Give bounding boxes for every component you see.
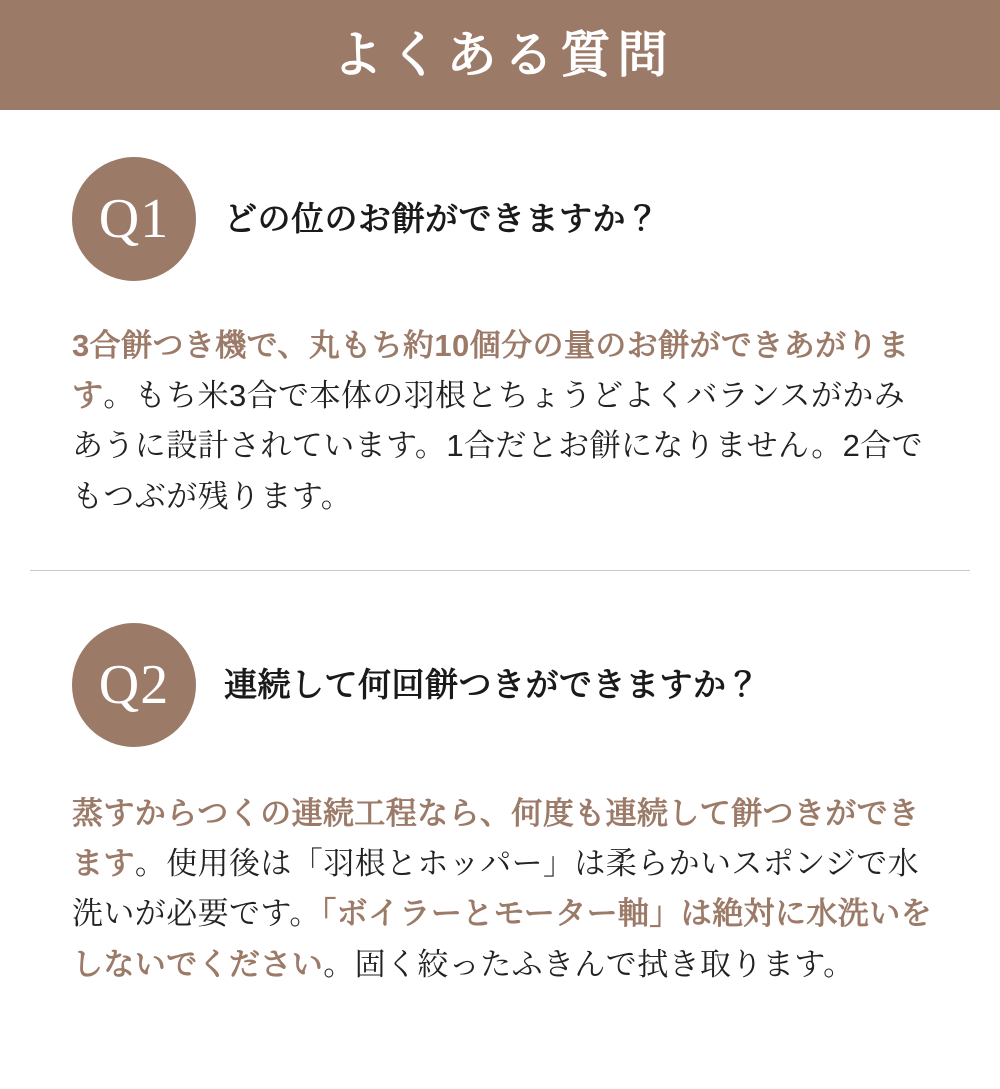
answer-text: 。固く絞ったふきんで拭き取ります。 bbox=[323, 946, 855, 982]
answer-highlight: 「ボイラーとモーター軸」は絶対に水洗いをしないでください bbox=[72, 896, 932, 982]
answer-text: 。もち米3合で本体の羽根とちょうどよくバランスがかみあうに設計されています。1合だとお餅になりません。2合でもつぶが残ります。 bbox=[72, 378, 924, 514]
answer-highlight: 蒸すからつくの連続工程なら、何度も連続して餅つきができます bbox=[72, 795, 920, 882]
faq-question-1: どの位のお餅ができますか？ bbox=[224, 199, 660, 237]
faq-answer-2 bbox=[72, 789, 932, 990]
faq-question-row-1 bbox=[72, 157, 932, 281]
faq-question-row-2 bbox=[72, 623, 932, 747]
faq-header-banner bbox=[0, 0, 1000, 110]
answer-highlight: 3合餅つき機で、丸もち約10個分の量のお餅ができあがります bbox=[72, 328, 910, 414]
faq-item-1 bbox=[0, 110, 1000, 522]
page-title: よくある質問 bbox=[332, 27, 675, 83]
faq-badge-q2: Q2 bbox=[72, 623, 196, 747]
faq-list bbox=[0, 110, 1000, 990]
faq-answer-1 bbox=[72, 321, 932, 522]
faq-badge-q1: Q1 bbox=[72, 157, 196, 281]
answer-text: 。使用後は「羽根とホッパー」は柔らかいスポンジで水洗いが必要です。 bbox=[72, 846, 920, 932]
faq-question-2: 連続して何回餅つきができますか？ bbox=[224, 665, 760, 703]
faq-item-2 bbox=[0, 571, 1000, 990]
